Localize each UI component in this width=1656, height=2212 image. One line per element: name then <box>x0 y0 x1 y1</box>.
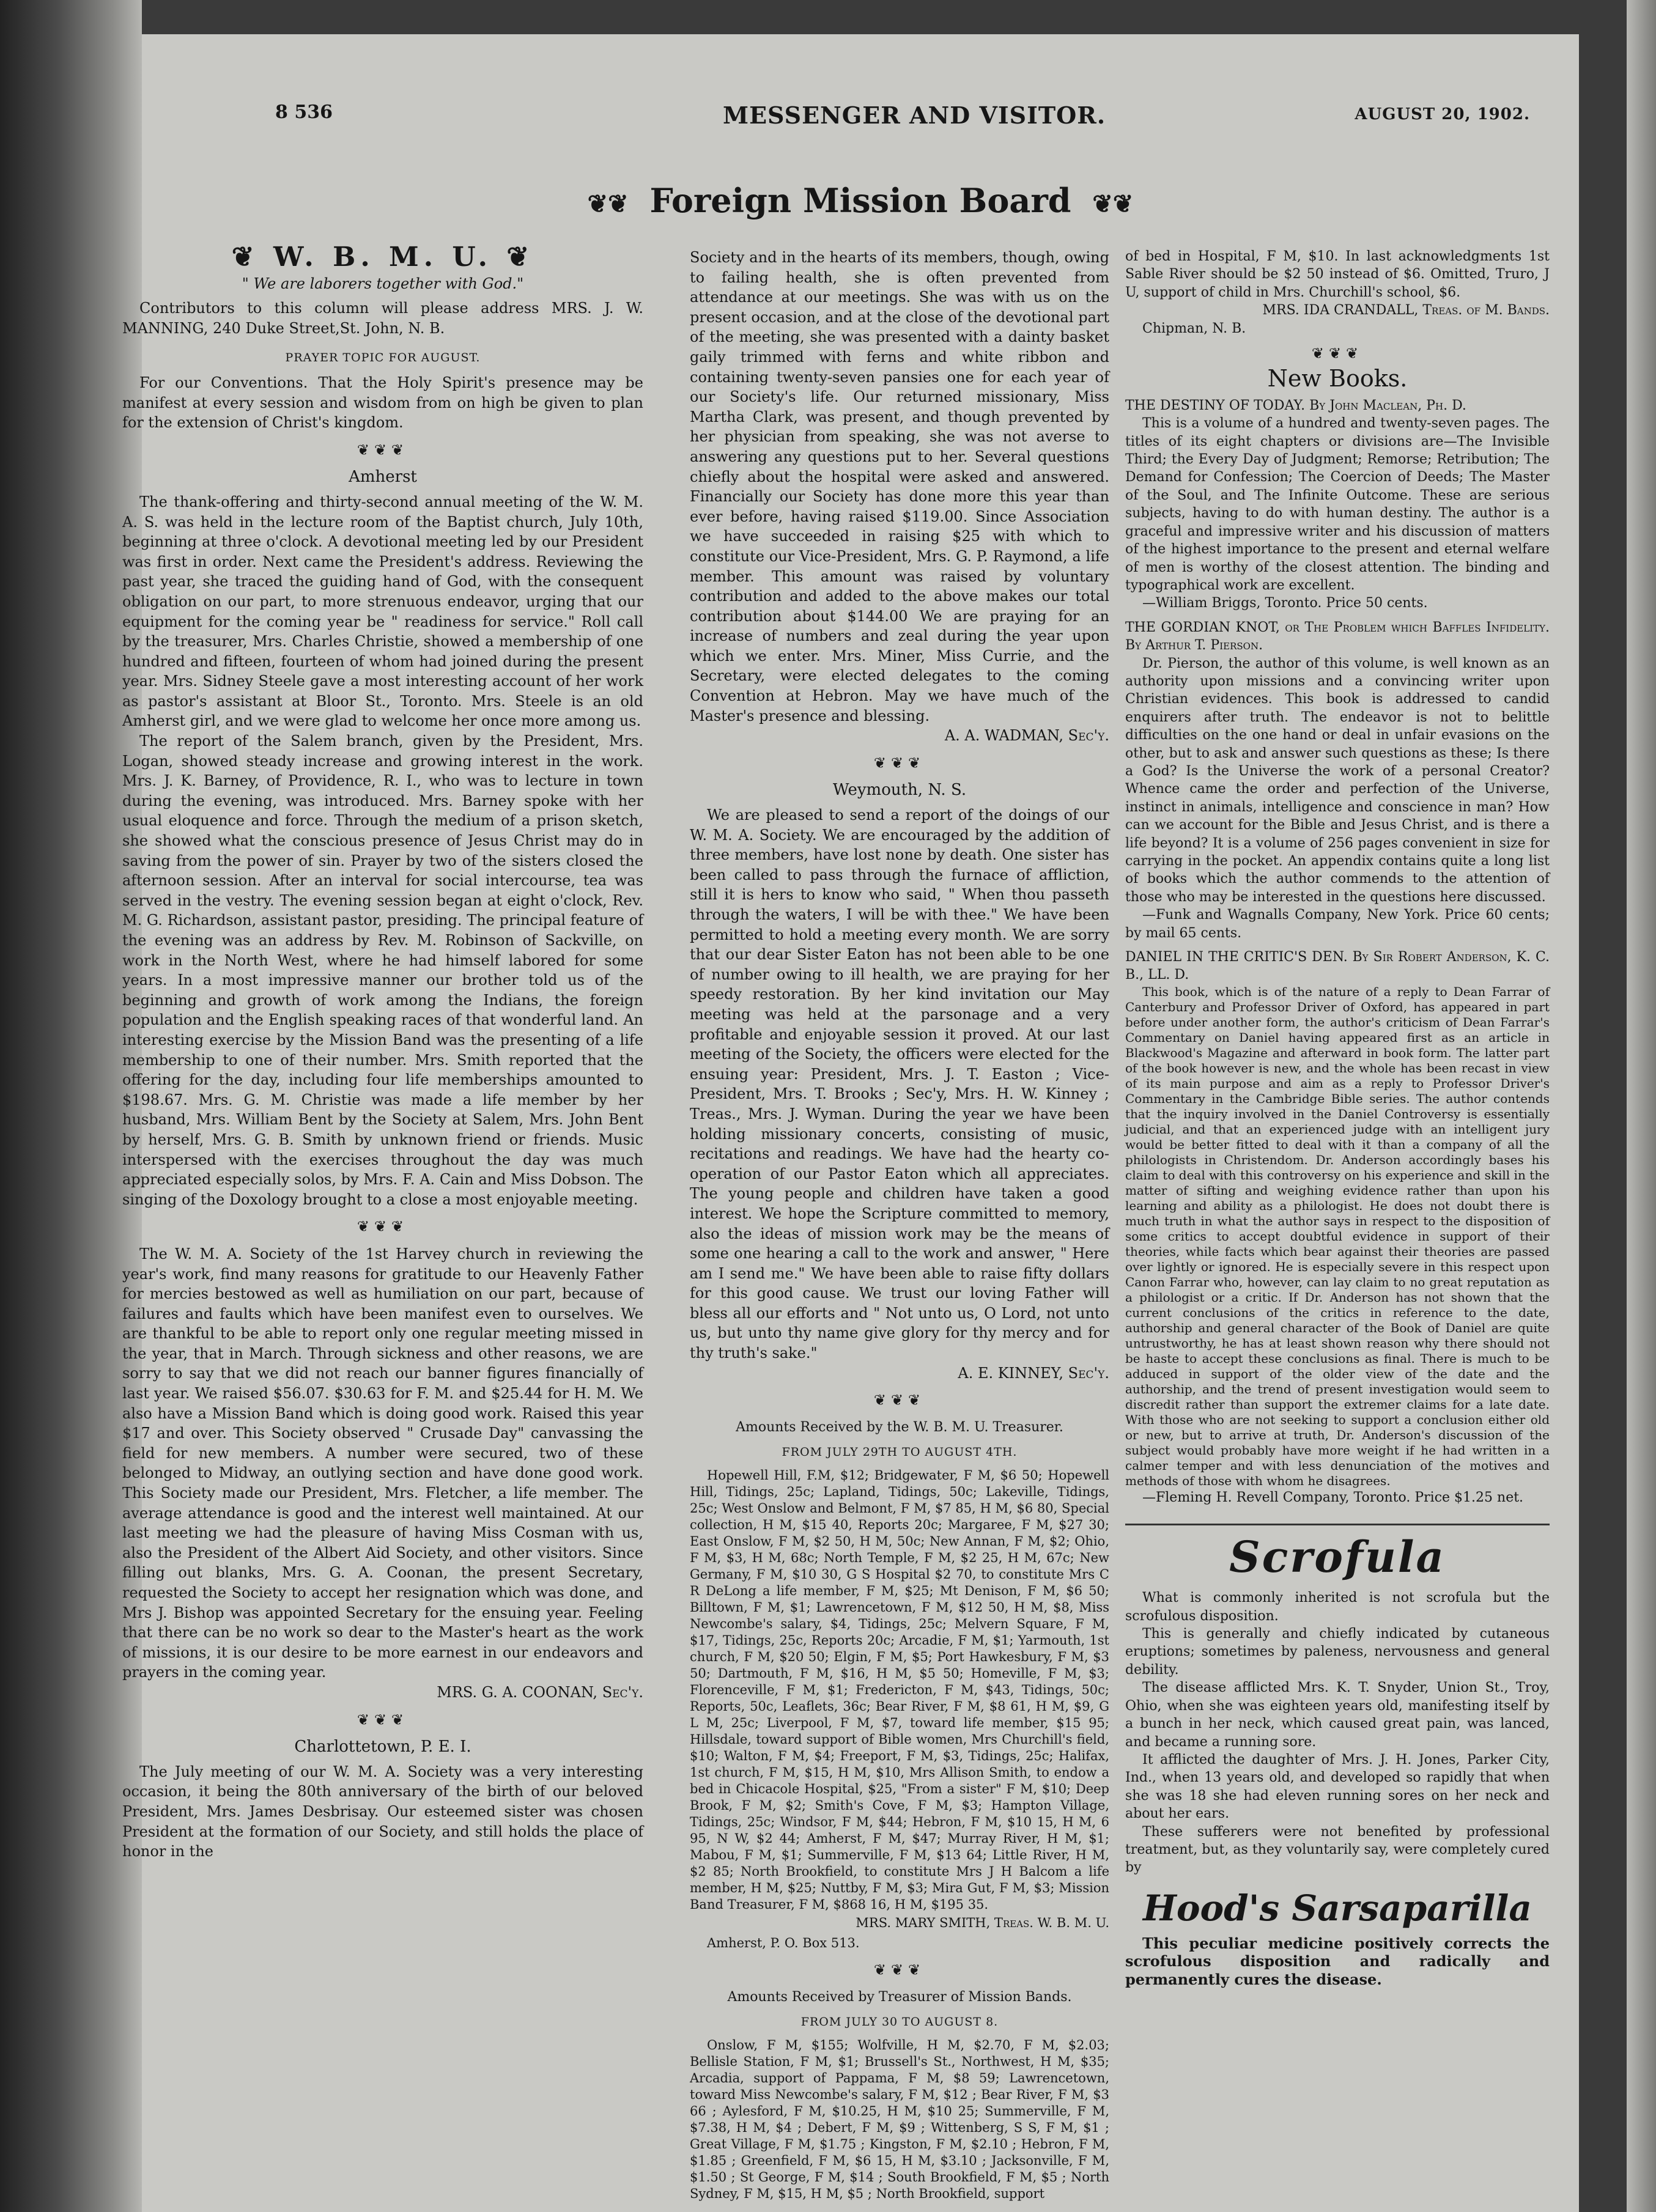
new-books-heading: New Books. <box>1267 365 1408 393</box>
signature: A. A. WADMAN, Sec'y. <box>944 727 1109 745</box>
book-review: This book, which is of the nature of a reply to Dean Farrar of Canterbury and Professor Driver of Oxford, has appeared in part before under another form, the author's criticism of Dean Farrar's Commentary on Daniel having appeared first as an article in Blackwood's Magazine and afterward in book form. The latter part of the book however is new, and the whole has been recast in view of its main purpose and aim as a reply to Professor Driver's Commentary in the Cambridge Bible series. The author contends that the inquiry involved in the Daniel Controversy is essentially judicial, and that an experienced judge with an intelligent jury would be better fitted to deal with it than a company of all the philologists in Christendom. Dr. Anderson accordingly bases his claim to deal with this controversy on his experience and skill in the matter of sifting and weighing evidence rather than upon his learning and ability as a philologist. He does not doubt there is much truth in what the author says in respect to the disposition of some critics to accept doubtful evidence in support of their theories, while facts which bear against their theories are passed over lightly or ignored. He is especially severe in this respect upon Canon Farrar who, however, can lay claim to no great reputation as a philologist or a critic. If Dr. Anderson has not shown that the current conclusions of the critics in reference to the date, authorship and general character of the Book of Daniel are quite untrustworthy, he has at least shown reason why there should not be haste to accept these conclusions as final. There is much to be adduced in support of the older view of the date and the authorship, and the trend of present investigation would seem to discredit rather than support the extremer claims for a late date. With those who are not seeking to support a conclusion either old or new, but to arrive at truth, Dr. Anderson's discussion of the subject would probably have more weight if he had written in a calmer temper and with less denunciation of the motives and methods of those with whom he disagrees. <box>1125 984 1550 1488</box>
paragraph: Society and in the hearts of its members, though, owing to failing health, she is often prevented from attendance at our meetings. She was with us on the present occasion, and at the close of the devotional part of the meeting, she was presented with a dainty basket gaily trimmed with ferns and white ribbon and containing twenty-seven pansies one for each year of our Society's life. Our returned missionary, Miss Martha Clark, was present, and though prevented by her physician from speaking, she was not averse to answering any questions put to her. Several questions chiefly about the hospital were asked and answered. Financially our Society has done more this year than ever before, having raised $119.00. Since Association we have succeeded in raising $25 with which to constitute our Vice-President, Mrs. G. P. Raymond, a life member. This amount was raised by voluntary contribution and added to the above makes our total contribution about $144.00 We are praying for an increase of numbers and zeal during the year upon which we enter. Mrs. Miner, Miss Currie, and the Secretary, were elected delegates to the coming Convention at Hebron. May we have much of the Master's presence and blessing. <box>690 249 1109 724</box>
contributors-note: Contributors to this column will please address MRS. J. W. MANNING, 240 Duke Street,St. John, N. B. <box>122 300 643 337</box>
signature: MRS. IDA CRANDALL, Treas. of M. Bands. <box>1262 303 1550 319</box>
page-edge <box>1627 0 1656 2212</box>
separator-icon: ❦❦❦ <box>873 1392 926 1409</box>
column-2 <box>690 248 1109 2202</box>
page-number: 8 536 <box>275 101 333 123</box>
paragraph: The thank-offering and thirty-second annual meeting of the W. M. A. S. was held in the lecture room of the Baptist church, July 10th, beginning at three o'clock. A devotional meeting led by our President was first in order. Next came the President's address. Reviewing the past year, she traced the guiding hand of God, with the consequent obligation on our part, to more strenuous endeavor, urging that our equipment for the coming year be " readiness for service." Roll call by the treasurer, Mrs. Charles Christie, showed a membership of one hundred and fifteen, fourteen of whom had joined during the present year. Mrs. Sidney Steele gave a most interesting account of her work as pastor's assistant at Bloor St., Toronto. Mrs. Steele is an old Amherst girl, and we were glad to welcome her once more among us. <box>122 493 643 730</box>
subheading-charlottetown: Charlottetown, P. E. I. <box>294 1738 471 1757</box>
column-3 <box>1125 248 1550 1988</box>
paragraph: We are pleased to send a report of the doings of our W. M. A. Society. We are encouraged by the addition of three members, have lost none by death. One sister has been called to pass through the furnace of affliction, still it is hers to know who said, " When thou passeth through the waters, I will be with thee." We have been permitted to hold a meeting every month. We are sorry that our dear Sister Eaton has not been able to be one of number owing to ill health, we are praying for her speedy restoration. By her kind invitation our May meeting was held at the parsonage and a very profitable and enjoyable session it proved. At our last meeting of the Society, the officers were elected for the ensuing year: President, Mrs. J. T. Easton ; Vice-President, Mrs. T. Brooks ; Sec'y, Mrs. H. W. Kinney ; Treas., Mrs. J. Wyman. During the year we have been holding missionary concerts, consisting of music, recitations and readings. We have had the hearty co-operation of our Pastor Eaton which all appreciates. The young people and children have taken a good interest. We hope the Scripture committed to memory, also the ideas of mission work may be the means of some one hearing a call to the work and answer, " Here am I send me." We have been able to raise fifty dollars for this good cause. We trust our loving Father will bless all our efforts and " Not unto us, O Lord, not unto us, but unto thy name give glory for thy mercy and for thy truth's sake." <box>690 806 1109 1362</box>
ad-paragraph: This is generally and chiefly indicated by cutaneous eruptions; sometimes by paleness, nervousness and general debility. <box>1125 1626 1550 1678</box>
book-publisher: —Fleming H. Revell Company, Toronto. Price $1.25 net. <box>1142 1489 1524 1505</box>
signature: MRS. MARY SMITH, Treas. W. B. M. U. <box>856 1915 1109 1931</box>
ad-paragraph: It afflicted the daughter of Mrs. J. H. Jones, Parker City, Ind., when 13 years old, and developed so rapidly that when she was 18 she had eleven running sores on her neck and about her ears. <box>1125 1752 1550 1822</box>
separator-icon: ❦❦❦ <box>357 1711 409 1728</box>
amounts-dates: FROM JULY 30 TO AUGUST 8. <box>800 2015 999 2029</box>
motto: " We are laborers together with God." <box>242 275 524 292</box>
book-title: DANIEL IN THE CRITIC'S DEN. By Sir Robert Anderson, K. C. B., LL. D. <box>1125 949 1550 983</box>
subheading-amherst: Amherst <box>349 468 417 487</box>
prayer-heading: PRAYER TOPIC FOR AUGUST. <box>285 351 481 365</box>
book-title: THE DESTINY OF TODAY. By John Maclean, Ph. D. <box>1125 397 1466 413</box>
issue-date: AUGUST 20, 1902. <box>1355 105 1530 124</box>
ornament-icon: ❦ <box>231 241 273 273</box>
book-review: This is a volume of a hundred and twenty-seven pages. The titles of its eight chapters or divisions are—The Invisible Third; the Every Day of Judgment; Remorse; Retribution; The Demand for Confession; The Coercion of Deeds; The Master of the Soul, and The Infinite Outcome. These are serious subjects, having to do with human destiny. The author is a graceful and impressive writer and his discussion of matters of the highest importance to the present and eternal welfare of men is worthy of the closest attention. The binding and typographical work are excellent. <box>1125 416 1550 593</box>
book-title: THE GORDIAN KNOT, or The Problem which Baffles Infidelity. By Arthur T. Pierson. <box>1125 619 1550 654</box>
signature: A. E. KINNEY, Sec'y. <box>958 1364 1109 1382</box>
signature: MRS. G. A. COONAN, Sec'y. <box>437 1683 643 1701</box>
amounts-dates: FROM JULY 29TH TO AUGUST 4TH. <box>782 1445 1018 1459</box>
ad-tagline: This peculiar medicine positively corrects the scrofulous disposition and radically and permanently cures the disease. <box>1125 1934 1550 1988</box>
book-review: Dr. Pierson, the author of this volume, is well known as an authority upon missions and a convincing writer upon Christian evidences. This book is addressed to candid enquirers after truth. The endeavor is not to belittle difficulties on the one hand or deal in unfair evasions on the other, but to ask and answer such questions as these; Is there a God? Is the Universe the work of a personal Creator? Whence came the order and perfection of the Universe, instinct in animals, intelligence and conscience in man? How can we account for the Bible and Jesus Christ, and is there a life beyond? It is a volume of 256 pages convenient in size for carrying in the pocket. An appendix contains quite a long list of books which the author commends to the attention of those who may be interested in the questions here discussed. <box>1125 655 1550 905</box>
ad-paragraph: The disease afflicted Mrs. K. T. Snyder, Union St., Troy, Ohio, when she was eighteen years old, manifesting itself by a bunch in her neck, which caused great pain, was lanced, and became a running sore. <box>1125 1680 1550 1750</box>
paragraph: The report of the Salem branch, given by the President, Mrs. Logan, showed steady increase and growing interest in the work. Mrs. J. K. Barney, of Providence, R. I., who was to lecture in town during the evening, was introduced. Mrs. Barney spoke with her usual eloquence and force. Through the medium of a prison sketch, she showed what the conscious presence of Jesus Christ may do in saving from the power of sin. Prayer by two of the sisters closed the afternoon session. After an interval for social intercourse, tea was served in the vestry. The evening session began at eight o'clock, Rev. M. G. Richardson, assistant pastor, presiding. The principal feature of the evening was an address by Rev. M. Robinson of Sackville, on work in the North West, where he had himself labored for some years. In a most impressive manner our brother told us of the beginning and growth of work among the Indians, the foreign population and the English speaking races of that wonderful land. An interesting exercise by the Mission Band was the presenting of a life membership to one of their number. Mrs. Smith reported that the offering for the day, including four life memberships amounted to $198.67. Mrs. G. M. Christie was made a life member by her husband, Mrs. William Bent by the Society at Salem, Mrs. John Bent by herself, Mrs. G. B. Smith by unknown friend or friends. Music interspersed with the exercises throughout the day was much appreciated especially solos, by Mrs. F. A. Cain and Miss Dobson. The singing of the Doxology brought to a close a most enjoyable meeting. <box>122 732 643 1208</box>
paragraph: The W. M. A. Society of the 1st Harvey church in reviewing the year's work, find many reasons for gratitude to our Heavenly Father for mercies bestowed as well as humiliation on our part, because of failures and faults which have been manifest even to ourselves. We are thankful to be able to report only one regular meeting missed in the year, that in March. Through sickness and other reasons, we are sorry to say that we did not reach our banner figures financially of last year. We raised $56.07. $30.63 for F. M. and $25.44 for H. M. We also have a Mission Band which is doing good work. Raised this year $17 and over. This Society observed " Crusade Day" canvassing the field for new members. A number were secured, two of these belonged to Midway, an outlying section and have done good work. This Society made our President, Mrs. Fletcher, a life member. The average attendance is good and the interest well maintained. At our last meeting we had the pleasure of having Miss Cosman with us, also the President of the Albert Aid Society, and other visitors. Since filling out blanks, Mrs. G. A. Coonan, the present Secretary, requested the Society to accept her resignation which was done, and Mrs J. Bishop was appointed Secretary for the ensuing year. Feeling that there can be no work so dear to the Master's heart as the work of missions, it is our desire to be more earnest in our endeavors and prayers in the coming year. <box>122 1245 643 1681</box>
address: Chipman, N. B. <box>1142 320 1246 336</box>
separator-icon: ❦❦❦ <box>357 441 409 459</box>
ad-body <box>1125 1589 1550 1877</box>
book-publisher: —Funk and Wagnalls Company, New York. Price 60 cents; by mail 65 cents. <box>1125 907 1550 941</box>
book-binding <box>0 0 142 2212</box>
subheading-weymouth: Weymouth, N. S. <box>832 781 967 800</box>
advertisement <box>1125 1532 1550 1988</box>
ad-paragraph: What is commonly inherited is not scrofula but the scrofulous disposition. <box>1125 1590 1550 1624</box>
paragraph: The July meeting of our W. M. A. Society was a very interesting occasion, it being the 80th anniversary of the birth of our beloved President, Mrs. James Desbrisay. Our esteemed sister was chosen President at the formation of our Society, and still holds the place of honor in the <box>122 1763 643 1860</box>
leaf-ornament-icon: ❦❦ <box>1092 190 1134 218</box>
separator-icon: ❦❦❦ <box>873 754 926 772</box>
paper-name: MESSENGER AND VISITOR. <box>723 101 1106 129</box>
amounts-list: Onslow, F M, $155; Wolfville, H M, $2.70, F M, $2.03; Bellisle Station, F M, $1; Brussell's St., Northwest, H M, $35; Arcadia, support of Pappama, F M, $8 59; Lawrencetown, toward Miss Newcombe's salary, F M, $12 ; Bear River, F M, $3 66 ; Aylesford, F M, $10.25, H M, $10 25; Summerville, F M, $7.38, H M, $4 ; Debert, F M, $9 ; Wittenberg, S S, F M, $1 ; Great Village, F M, $1.75 ; Kingston, F M, $2.10 ; Hebron, F M, $1.85 ; Greenfield, F M, $6 15, H M, $3.10 ; Jacksonville, F M, $1.50 ; St George, F M, $14 ; South Brookfield, F M, $5 ; North Sydney, F M, $15, H M, $5 ; North Brookfield, support <box>690 2038 1109 2201</box>
department-heading <box>142 181 1579 220</box>
advertisement-rule <box>1125 1524 1550 1525</box>
prayer-text: For our Conventions. That the Holy Spirit's presence may be manifest at every session and wisdom from on high be given to plan for the extension of Christ's kingdom. <box>122 374 643 432</box>
leaf-ornament-icon: ❦❦ <box>587 190 629 218</box>
separator-icon: ❦❦❦ <box>1311 345 1364 363</box>
amounts-list: Hopewell Hill, F.M, $12; Bridgewater, F M, $6 50; Hopewell Hill, Tidings, 25c; Lapland, Tidings, 50c; Lakeville, Tidings, 25c; West Onslow and Belmont, F M, $7 85, H M, $6 80, Special collection, H M, $15 40, Reports 20c; Margaree, F M, $27 30; East Onslow, F M, $2 50, H M, 50c; New Annan, F M, $2; Ohio, F M, $3, H M, 68c; North Temple, F M, $2 25, H M, 67c; New Germany, F M, $10 30, G S Hospital $2 70, to constitute Mrs C R DeLong a life member, F M, $25; Mt Denison, F M, $6 50; Billtown, F M, $1; Lawrencetown, F M, $12 50, H M, $8, Miss Newcombe's salary, $4, Tidings, 25c; Melvern Square, F M, $17, Tidings, 25c, Reports 20c; Arcadie, F M, $1; Yarmouth, 1st church, F M, $20 50; Elgin, F M, $5; Port Hawkesbury, F M, $3 50; Dartmouth, F M, $16, H M, $5 50; Homeville, F M, $3; Florenceville, F M, $1; Fredericton, F M, $43, Tidings, 50c; Reports, 50c, Leaflets, 36c; Bear River, F M, $8 61, H M, $9, G L M, 25c; Liverpool, F M, $7, toward life member, $15 95; Hillsdale, toward support of Bible women, Mrs Churchill's field, $10; Walton, F M, $4; Freeport, F M, $3, Tidings, 25c; Halifax, 1st church, F M, $15, H M, $10, Mrs Allison Smith, to endow a bed in Chicacole Hospital, $25, "From a sister" F M, $10; Deep Brook, F M, $2; Smith's Cove, F M, $3; Hampton Village, Tidings, 25c; Windsor, F M, $44; Hebron, F M, $10 15, H M, 6 95, N W, $2 44; Amherst, F M, $47; Murray River, H M, $1; Mabou, F M, $1; Summerville, F M, $13 64; Little River, H M, $2 85; North Brookfield, to constitute Mrs J H Balcom a life member, H M, $25; Nuttby, F M, $3; Mira Gut, F M, $3; Mission Band Treasurer, F M, $868 16, H M, $195 35. <box>690 1468 1109 1912</box>
masthead <box>142 101 1579 169</box>
section-title: ❦ W. B. M. U. ❦ <box>231 241 534 273</box>
ornament-icon: ❦ <box>492 241 534 273</box>
column-1 <box>122 241 643 1862</box>
paragraph: of bed in Hospital, F M, $10. In last acknowledgments 1st Sable River should be $2 50 instead of $6. Omitted, Truro, J U, support of child in Mrs. Churchill's school, $6. <box>1125 249 1550 300</box>
separator-icon: ❦❦❦ <box>873 1961 926 1979</box>
ad-paragraph: These sufferers were not benefited by professional treatment, but, as they voluntarily say, were completely cured by <box>1125 1824 1550 1876</box>
book-publisher: —William Briggs, Toronto. Price 50 cents. <box>1142 595 1428 611</box>
amounts-heading: Amounts Received by the W. B. M. U. Treasurer. <box>736 1419 1063 1435</box>
amounts-heading: Amounts Received by Treasurer of Mission Bands. <box>727 1989 1072 2005</box>
address: Amherst, P. O. Box 513. <box>707 1935 860 1950</box>
separator-icon: ❦❦❦ <box>357 1218 409 1236</box>
ad-headline: Scrofula <box>1229 1532 1446 1583</box>
department-title: Foreign Mission Board <box>649 181 1071 220</box>
ad-product-name: Hood's Sarsaparilla <box>1143 1887 1532 1929</box>
